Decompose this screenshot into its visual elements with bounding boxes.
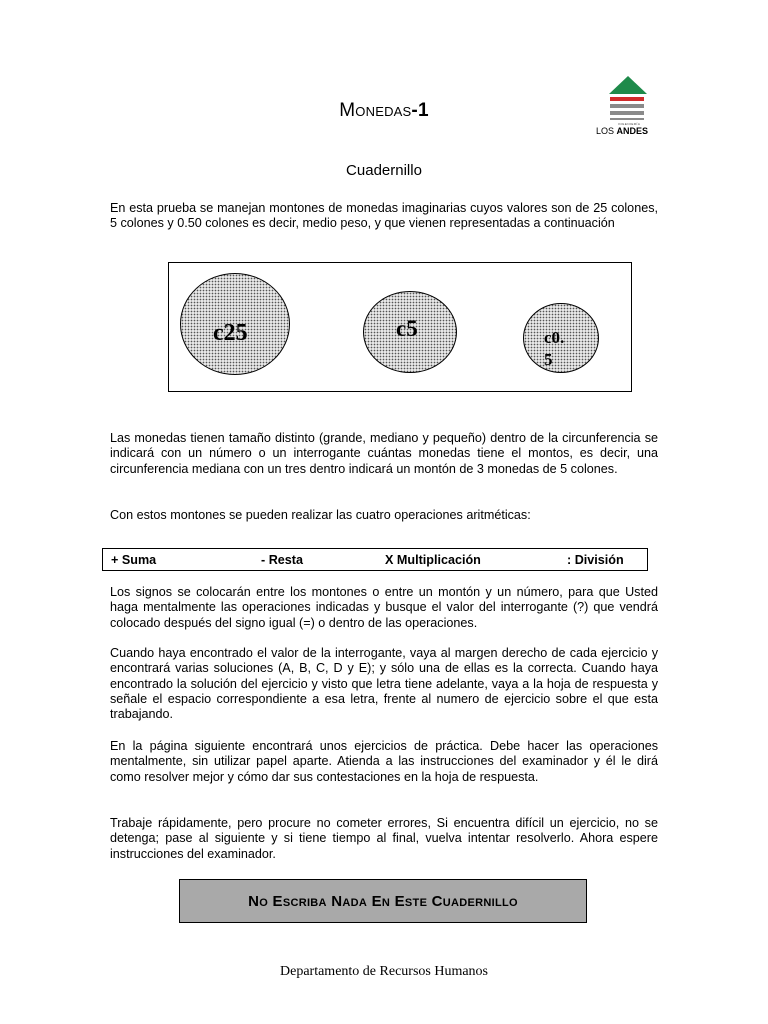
logo-bar-icon: [610, 111, 644, 115]
paragraph-sizes: Las monedas tienen tamaño distinto (grande, mediano y pequeño) dentro de la circunferencia se indicará con un número o un interrogante cuántas monedas tiene el montos, es decir, una circunferencia mediana con un tres dentro indicará un montón de 3 monedas de 5 colones.: [110, 431, 658, 476]
logo-tagline: INGENIERÍA: [618, 122, 641, 126]
operation-multiplicacion: X Multiplicación: [385, 553, 481, 567]
footer-department: Departamento de Recursos Humanos: [280, 964, 488, 979]
warning-banner: No Escriba Nada En Este Cuadernillo: [179, 879, 587, 923]
operation-resta: - Resta: [261, 553, 303, 567]
logo-name-andes: ANDES: [616, 126, 649, 136]
paragraph-operations-intro: Con estos montones se pueden realizar las cuatro operaciones aritméticas:: [110, 508, 531, 522]
coin-medium-label: c5: [396, 316, 418, 341]
logo-bar-icon: [610, 118, 644, 120]
logo-bar-icon: [610, 97, 644, 101]
logo-triangle-icon: [609, 76, 647, 94]
paragraph-solutions: Cuando haya encontrado el valor de la interrogante, vaya al margen derecho de cada ejercicio y encontrará varias soluciones (A, B, C, D y E); y sólo una de ellas es la correcta. Cuando haya encontrado la solución del ejercicio y visto que letra tiene adelante, vaya a la hoja de respuesta y señale el espacio correspondiente a esa letra, frente al numero de ejercicio sobre el que esta trabajando.: [110, 646, 658, 722]
title-number: -1: [411, 100, 429, 121]
logo-name-los: LOS: [596, 126, 615, 136]
logo-name: [596, 126, 648, 136]
operation-suma: + Suma: [111, 553, 157, 567]
coin-large-icon: [180, 273, 290, 375]
title-word: Monedas: [339, 100, 412, 121]
paragraph-signs: Los signos se colocarán entre los montones o entre un montón y un número, para que Usted haga mentalmente las operaciones indicadas y busque el valor del interrogante (?) que vendrá colocado después del signo igual (=) o dentro de las operaciones.: [110, 585, 658, 630]
coin-medium-icon: [363, 291, 457, 373]
coin-large-label: c25: [213, 320, 248, 346]
coin-small-icon: [523, 303, 599, 373]
intro-paragraph: En esta prueba se manejan montones de monedas imaginarias cuyos valores son de 25 colones, 5 colones y 0.50 colones es decir, medio peso, y que vienen representadas a continuación: [110, 201, 658, 231]
logo-bar-icon: [610, 104, 644, 108]
los-andes-logo: [596, 76, 660, 136]
coin-small-label-1: c0.: [544, 328, 565, 347]
subtitle: Cuadernillo: [346, 162, 422, 179]
operations-box: [102, 548, 648, 571]
coins-illustration: [168, 262, 632, 392]
paragraph-practice: En la página siguiente encontrará unos ejercicios de práctica. Debe hacer las operaciones mentalmente, sin utilizar papel aparte. Atienda a las instrucciones del examinador y él le dirá como resolver mejor y cómo dar sus contestaciones en la hoja de respuesta.: [110, 739, 658, 784]
paragraph-work-fast: Trabaje rápidamente, pero procure no cometer errores, Si encuentra difícil un ejercicio, no se detenga; pase al siguiente y si tiene tiempo al final, vuelva intentar resolverlo. Ahora espere instrucciones del examinador.: [110, 816, 658, 861]
operation-division: : División: [567, 553, 624, 567]
coin-small-label-2: 5: [544, 350, 553, 369]
